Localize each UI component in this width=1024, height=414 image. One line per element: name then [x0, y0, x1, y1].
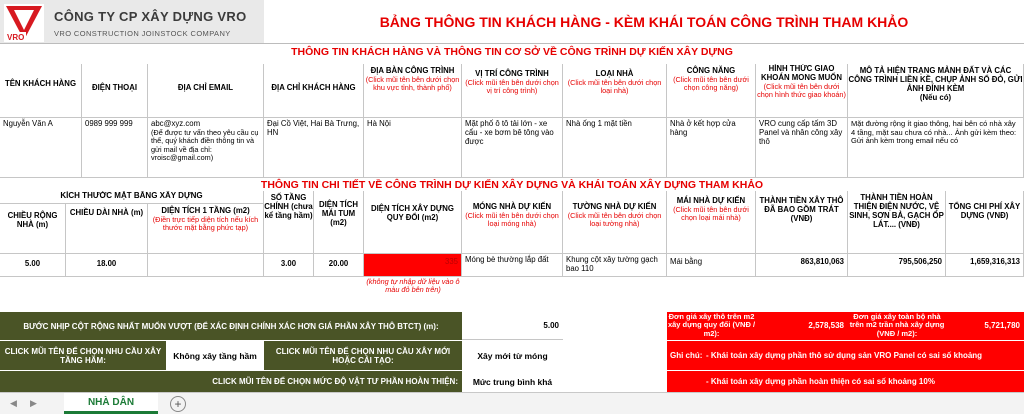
description-cell[interactable]: Mặt đường rộng ít giao thông, hai bên có nhà xây 4 tầng, mặt sau chưa có nhà... Ảnh gửi kèm theo: Gửi ảnh kèm trong email nếu có: [848, 118, 1024, 178]
built-area-cell: 335: [364, 254, 462, 277]
header-contract-label: HÌNH THỨC GIAO KHOÁN MONG MUỐN: [761, 64, 842, 82]
email-value: abc@xyz.com: [151, 119, 201, 128]
header-contract: [756, 64, 848, 118]
total-cost-cell: 1,659,316,313: [946, 254, 1024, 277]
header-rough-cost: [756, 191, 848, 254]
function-dropdown-cell[interactable]: Nhà ở kết hợp cửa hàng: [667, 118, 756, 178]
header-function-label: CÔNG NĂNG: [686, 66, 736, 75]
header-roof-hint: (Click mũi tên bên dưới chọn loại mái nhà): [673, 204, 749, 223]
vro-logo-icon: [4, 4, 44, 42]
header-house-type-label: LOẠI NHÀ: [595, 69, 634, 78]
address-cell[interactable]: Đại Cồ Việt, Hai Bà Trưng, HN: [264, 118, 364, 178]
email-cell[interactable]: [148, 118, 264, 178]
header-wall-label: TƯỜNG NHÀ DỰ KIẾN: [572, 202, 657, 211]
header-position: [462, 64, 563, 118]
header-width: [0, 204, 66, 254]
customer-name-cell[interactable]: Nguyễn Văn A: [0, 118, 82, 178]
sheet-nav-next-icon[interactable]: ▶: [30, 398, 37, 408]
width-cell[interactable]: 5.00: [0, 254, 66, 277]
length-cell[interactable]: 18.00: [66, 254, 148, 277]
header-dims-group: KÍCH THƯỚC MẶT BẰNG XÂY DỰNG: [0, 191, 264, 204]
header-finish-cost-label: THÀNH TIỀN HOÀN THIỆN ĐIỆN NƯỚC, VỆ SINH, SƠN BẢ, GẠCH ỐP LÁT.... (VNĐ): [849, 193, 944, 229]
header-length-label: CHIỀU DÀI NHÀ (m): [69, 208, 144, 217]
build-need-dropdown-cell[interactable]: Xây mới từ móng: [462, 341, 563, 370]
header-position-hint: (Click mũi tên bên dưới chọn vị trí công trình): [465, 77, 559, 96]
roof-dropdown-cell[interactable]: Mái bằng: [667, 254, 756, 277]
email-note: (Để được tư vấn theo yêu cầu cụ thể, quý khách điền thông tin và gửi mail về địa chỉ: vroisc@gmail.com): [151, 127, 259, 163]
header-position-label: VỊ TRÍ CÔNG TRÌNH: [475, 69, 549, 78]
header-area-label: ĐỊA BÀN CÔNG TRÌNH: [370, 66, 455, 75]
header-email: [148, 64, 264, 118]
finish-level-label: CLICK MŨI TÊN ĐỂ CHỌN MỨC ĐỘ VẬT TƯ PHẦN HOÀN THIỆN:: [0, 371, 462, 392]
finish-cost-cell: 795,506,250: [848, 254, 946, 277]
header-area: [364, 64, 462, 118]
unit-full-label: Đơn giá xây toàn bộ nhà trên m2 trần nhà xây dựng (VNĐ / m2):: [849, 312, 945, 338]
step-label: BƯỚC NHỊP CỘT RỘNG NHẤT MUỐN VƯỢT (ĐỂ XÁC ĐỊNH CHÍNH XÁC HƠN GIÁ PHẦN XÂY THÔ BTCT) (m):: [0, 312, 462, 340]
header-built-area: [364, 191, 462, 254]
header-description: [848, 64, 1024, 118]
header-finish-cost: [848, 191, 946, 254]
sheet-nav-prev-icon[interactable]: ◀: [10, 398, 17, 408]
header-customer-name: [0, 64, 82, 118]
header-roof: [667, 191, 756, 254]
roof-area-cell[interactable]: 20.00: [314, 254, 364, 277]
header-foundation-hint: (Click mũi tên bên dưới chọn loại móng nhà): [465, 210, 559, 229]
header-function: [667, 64, 756, 118]
svg-text:VRO: VRO: [7, 33, 25, 42]
company-name: CÔNG TY CP XÂY DỰNG VRO: [54, 9, 247, 24]
header-address-label: ĐỊA CHỈ KHÁCH HÀNG: [271, 83, 356, 92]
header-address: [264, 64, 364, 118]
house-type-dropdown-cell[interactable]: Nhà ống 1 mặt tiền: [563, 118, 667, 178]
sheet-tab-nha-dan[interactable]: NHÀ DÂN: [64, 393, 158, 414]
step-value-cell[interactable]: 5.00: [462, 312, 563, 340]
company-header: [0, 0, 264, 44]
header-contract-hint: (Click mũi tên bên dưới chọn hình thức giao khoán): [757, 81, 846, 100]
unit-rough-value: 2,578,538: [808, 321, 844, 330]
add-sheet-icon[interactable]: +: [170, 396, 186, 412]
header-roof-label: MÁI NHÀ DỰ KIẾN: [676, 196, 746, 205]
header-total-cost: [946, 191, 1024, 254]
note-line-2: - Khái toán xây dựng phần hoàn thiện có sai số khoảng 10%: [706, 377, 935, 386]
unit-full-value: 5,721,780: [984, 321, 1020, 330]
header-length: [66, 204, 148, 254]
header-floor-area-hint: (Điền trực tiếp diện tích nếu kích thước mặt bằng phức tạp): [152, 214, 259, 233]
header-floors: [264, 191, 314, 254]
header-wall: [563, 191, 667, 254]
wall-dropdown-cell[interactable]: Khung cột xây tường gạch bao 110: [563, 254, 667, 277]
note-label: Ghi chú:: [670, 351, 703, 360]
section-customer-title: THÔNG TIN KHÁCH HÀNG VÀ THÔNG TIN CƠ SỞ VỀ CÔNG TRÌNH DỰ KIẾN XÂY DỰNG: [291, 46, 733, 58]
header-description-hint: (Nếu có): [919, 92, 952, 102]
header-email-label: ĐỊA CHỈ EMAIL: [177, 83, 234, 92]
header-floor-area: [148, 204, 264, 254]
header-floor-area-label: DIỆN TÍCH 1 TẦNG (m2): [161, 206, 250, 215]
basement-label: CLICK MŨI TÊN ĐỂ CHỌN NHU CẦU XÂY TẦNG HẦM:: [0, 341, 166, 370]
floor-area-cell[interactable]: [148, 254, 264, 277]
area-dropdown-cell[interactable]: Hà Nội: [364, 118, 462, 178]
build-need-label: CLICK MŨI TÊN ĐỂ CHỌN NHU CẦU XÂY MỚI HOẶC CẢI TẠO:: [264, 341, 462, 370]
header-total-cost-label: TỔNG CHI PHÍ XÂY DỰNG (VNĐ): [948, 202, 1021, 220]
header-roof-area-label: DIỆN TÍCH MÁI TUM (m2): [319, 200, 358, 227]
page-title: BẢNG THÔNG TIN KHÁCH HÀNG - KÈM KHÁI TOÁN CÔNG TRÌNH THAM KHẢO: [264, 0, 1024, 44]
unit-rough-label: Đơn giá xây thô trên m2 xây dựng quy đổi (VNĐ / m2):: [667, 312, 756, 338]
header-phone: [82, 64, 148, 118]
header-function-hint: (Click mũi tên bên dưới chọn công năng): [673, 74, 749, 93]
header-house-type: [563, 64, 667, 118]
foundation-dropdown-cell[interactable]: Móng bè thường lắp đất: [462, 254, 563, 277]
built-area-warning: (không tự nhập dữ liệu vào ô màu đỏ bên trên): [366, 277, 460, 295]
finish-level-dropdown-cell[interactable]: Mức trung bình khá: [462, 371, 563, 392]
header-phone-label: ĐIỆN THOẠI: [91, 83, 138, 92]
header-customer-name-label: TÊN KHÁCH HÀNG: [4, 79, 77, 88]
header-wall-hint: (Click mũi tên bên dưới chọn loại tường nhà): [567, 210, 662, 229]
position-dropdown-cell[interactable]: Mặt phố ô tô tải lớn - xe cẩu - xe bơm bê tông vào được: [462, 118, 563, 178]
header-built-area-label: DIỆN TÍCH XÂY DỰNG QUY ĐỔI (m2): [370, 204, 454, 222]
basement-dropdown-cell[interactable]: Không xây tầng hầm: [166, 341, 264, 370]
header-description-label: MÔ TẢ HIỆN TRẠNG MẢNH ĐẤT VÀ CÁC CÔNG TRÌNH LIỀN KỀ, CHỤP ẢNH SỔ ĐỎ, GỬI ẢNH ĐÍNH KÈM: [848, 66, 1023, 93]
header-roof-area: [314, 191, 364, 254]
note-line-1: - Khái toán xây dựng phần thô sử dụng sản VRO Panel có sai số khoảng: [706, 351, 983, 360]
floors-cell[interactable]: 3.00: [264, 254, 314, 277]
header-rough-cost-label: THÀNH TIỀN XÂY THÔ ĐÃ BAO GỒM TRÁT (VNĐ): [759, 196, 844, 223]
header-floors-label: SỐ TẦNG CHÍNH (chưa kể tầng hầm): [264, 193, 313, 220]
section-estimate-title: THÔNG TIN CHI TIẾT VỀ CÔNG TRÌNH DỰ KIẾN XÂY DỰNG VÀ KHÁI TOÁN XÂY DỰNG THAM KHẢO: [260, 179, 764, 191]
header-house-type-hint: (Click mũi tên bên dưới chọn loại nhà): [567, 77, 662, 96]
header-foundation: [462, 191, 563, 254]
company-english-name: VRO CONSTRUCTION JOINSTOCK COMPANY: [54, 29, 231, 38]
contract-dropdown-cell[interactable]: VRO cung cấp tấm 3D Panel và nhân công xây thô: [756, 118, 848, 178]
header-area-hint: (Click mũi tên bên dưới chọn khu vực tỉnh, thành phố): [365, 74, 460, 93]
header-width-label: CHIỀU RỘNG NHÀ (m): [7, 211, 58, 229]
phone-cell[interactable]: 0989 999 999: [82, 118, 148, 178]
header-foundation-label: MÓNG NHÀ DỰ KIẾN: [472, 202, 552, 211]
rough-cost-cell: 863,810,063: [756, 254, 848, 277]
